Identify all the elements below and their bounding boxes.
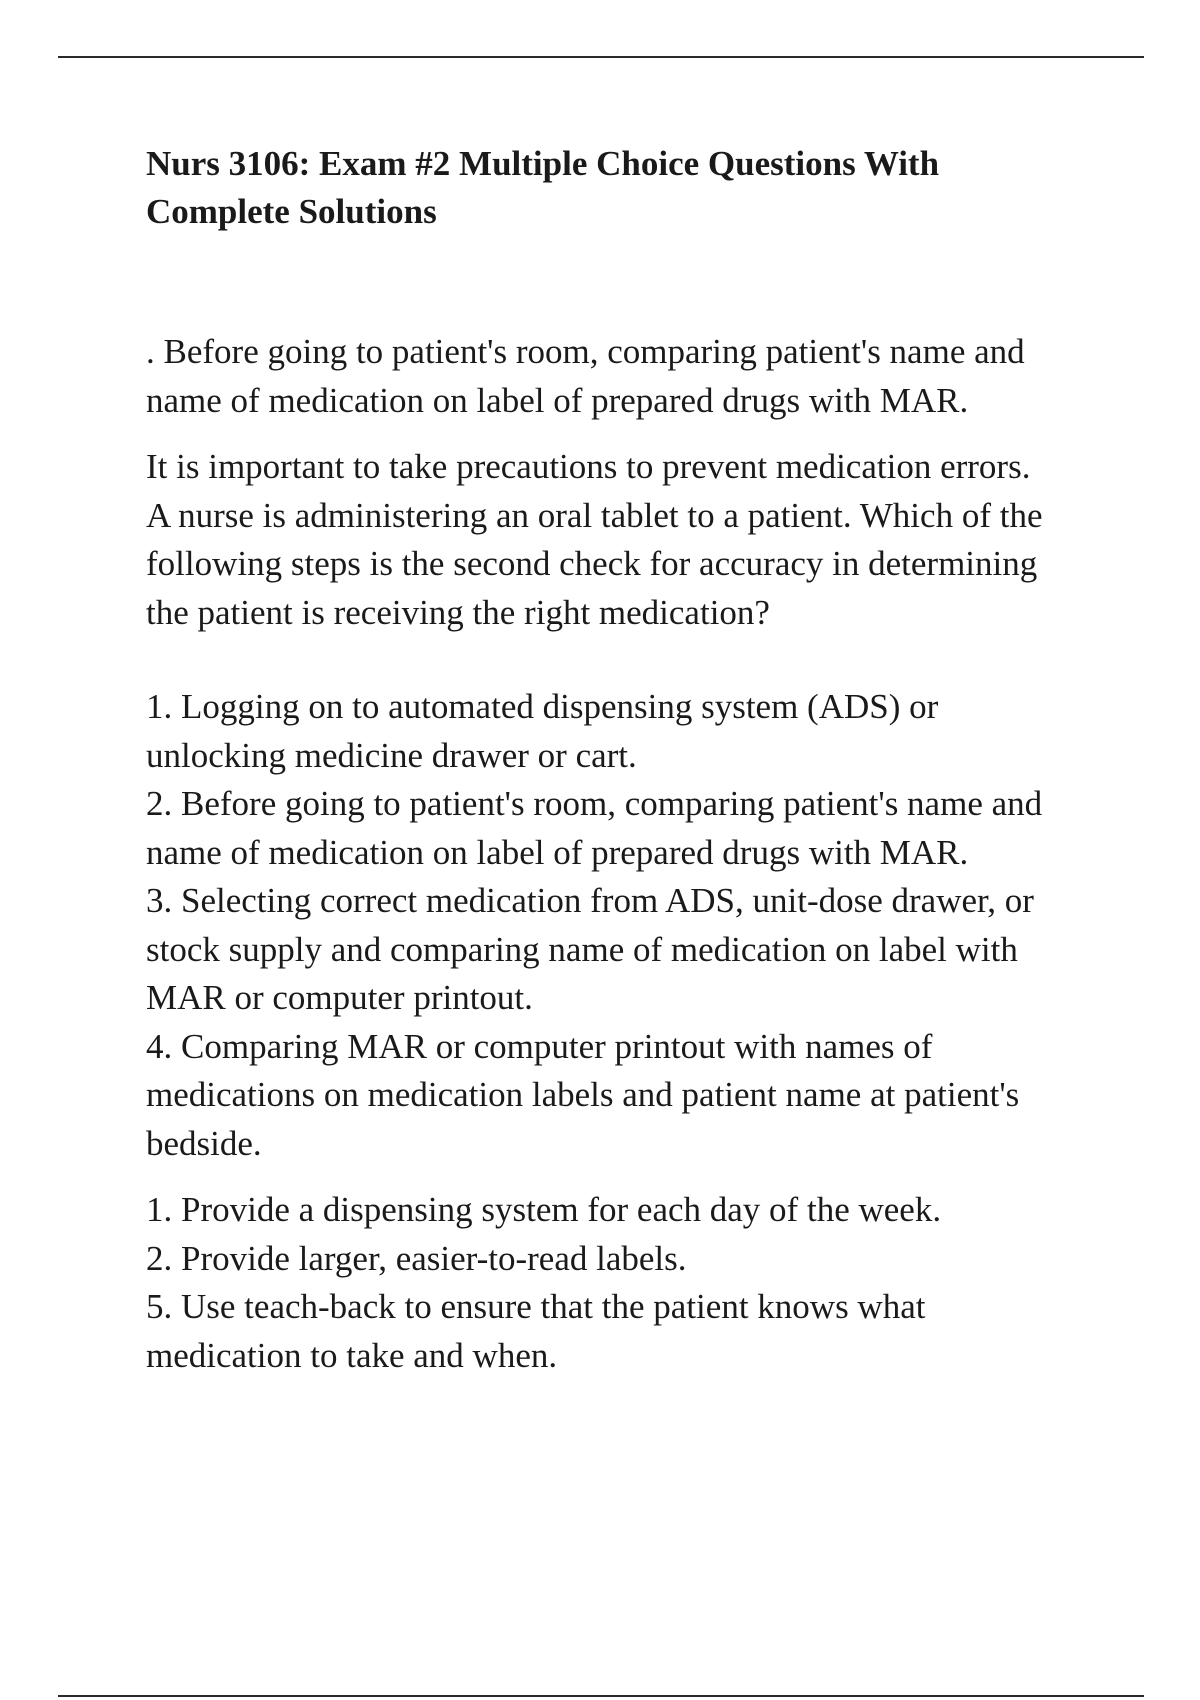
- bottom-divider: [58, 1695, 1144, 1697]
- option-line: 2. Before going to patient's room, comparing patient's name and: [146, 784, 1043, 823]
- answer-paragraph: [146, 328, 1086, 425]
- top-divider: [58, 56, 1144, 58]
- question-line: following steps is the second check for accuracy in determining: [146, 544, 1038, 583]
- document-title: [146, 140, 1086, 236]
- option-line: 3. Selecting correct medication from ADS, unit-dose drawer, or: [146, 881, 1034, 920]
- option-line: unlocking medicine drawer or cart.: [146, 735, 637, 775]
- solution-line: 2. Provide larger, easier-to-read labels.: [146, 1238, 687, 1278]
- option-line: 4. Comparing MAR or computer printout with names of: [146, 1026, 933, 1066]
- option-line: stock supply and comparing name of medication on label with: [146, 929, 1018, 969]
- document-content: [146, 140, 1086, 1380]
- solution-line: 5. Use teach-back to ensure that the patient knows what: [146, 1287, 926, 1326]
- answer-line: . Before going to patient's room, comparing patient's name and: [146, 332, 1025, 371]
- options-list: [146, 683, 1086, 1168]
- question-line: A nurse is administering an oral tablet to a patient. Which of the: [146, 495, 1043, 535]
- option-line: medications on medication labels and patient name at patient's: [146, 1075, 1020, 1114]
- solutions-list: [146, 1186, 1086, 1380]
- option-line: MAR or computer printout.: [146, 978, 533, 1017]
- solution-line: medication to take and when.: [146, 1335, 558, 1375]
- title-line: Nurs 3106: Exam #2 Multiple Choice Questions With: [146, 144, 940, 183]
- answer-line: name of medication on label of prepared drugs with MAR.: [146, 380, 969, 420]
- question-line: the patient is receiving the right medication?: [146, 592, 770, 632]
- option-line: 1. Logging on to automated dispensing system (ADS) or: [146, 687, 939, 726]
- question-line: It is important to take precautions to prevent medication errors.: [146, 447, 1031, 486]
- solution-line: 1. Provide a dispensing system for each day of the week.: [146, 1190, 942, 1229]
- title-line: Complete Solutions: [146, 192, 437, 231]
- option-line: bedside.: [146, 1123, 262, 1163]
- question-paragraph: [146, 443, 1086, 637]
- option-line: name of medication on label of prepared drugs with MAR.: [146, 832, 969, 872]
